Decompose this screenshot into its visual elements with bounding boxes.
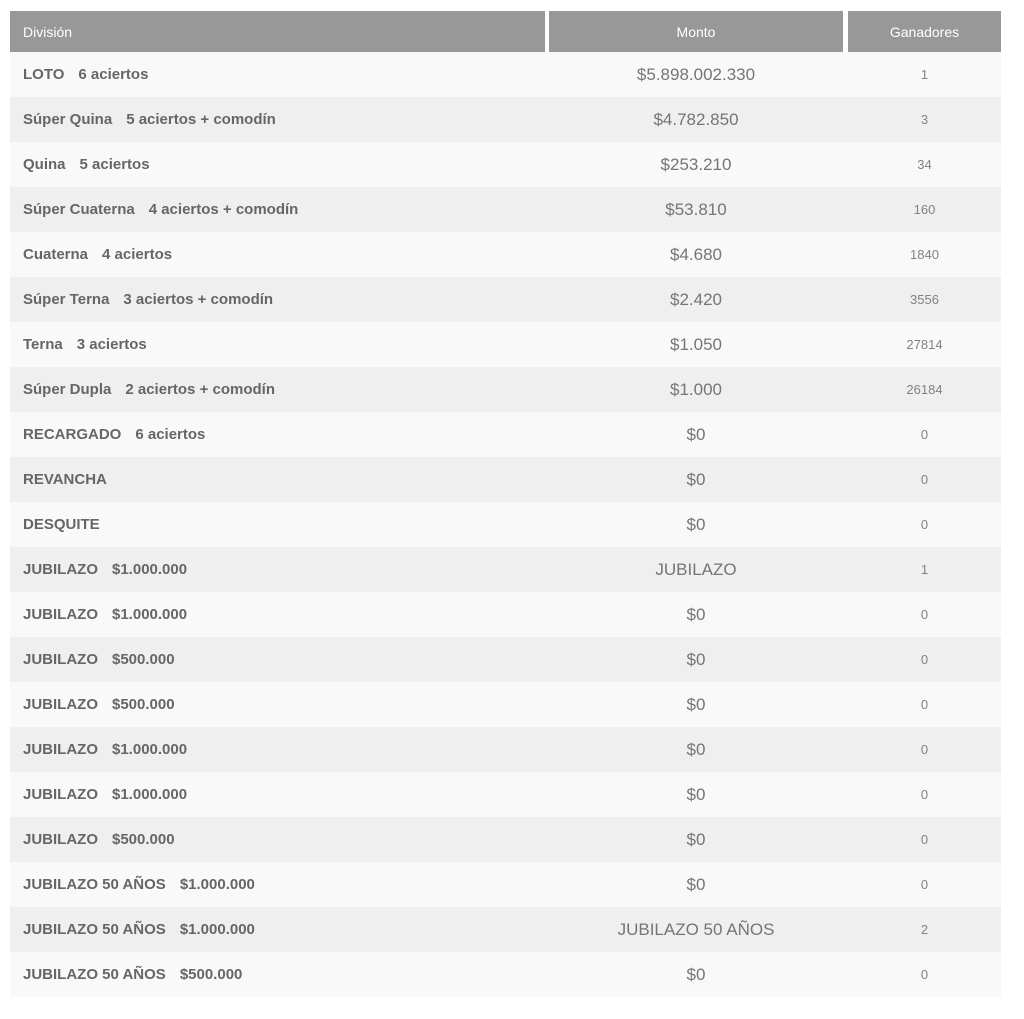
division-detail: $1.000.000 bbox=[179, 921, 255, 938]
division-detail: $500.000 bbox=[112, 696, 175, 713]
division-detail: $500.000 bbox=[179, 966, 243, 983]
ganadores-value: 0 bbox=[920, 697, 929, 712]
table-row bbox=[10, 187, 1001, 232]
table-body bbox=[10, 52, 1001, 997]
division-cell bbox=[10, 277, 545, 322]
monto-value: $0 bbox=[686, 514, 706, 534]
table-row bbox=[10, 727, 1001, 772]
monto-value: $0 bbox=[686, 424, 706, 444]
division-name: JUBILAZO bbox=[23, 696, 98, 713]
ganadores-cell bbox=[848, 502, 1001, 547]
division-name: RECARGADO bbox=[23, 426, 122, 443]
monto-value: $0 bbox=[686, 649, 706, 669]
table-row bbox=[10, 637, 1001, 682]
ganadores-value: 0 bbox=[920, 472, 929, 487]
division-cell bbox=[10, 817, 545, 862]
division-name: Cuaterna bbox=[23, 246, 89, 263]
table-row bbox=[10, 502, 1001, 547]
division-cell bbox=[10, 142, 545, 187]
monto-value: $0 bbox=[686, 874, 706, 894]
division-cell bbox=[10, 637, 545, 682]
division-detail: $1.000.000 bbox=[112, 561, 188, 578]
monto-value: $0 bbox=[686, 829, 706, 849]
division-name: JUBILAZO 50 AÑOS bbox=[23, 921, 166, 938]
monto-value: $253.210 bbox=[660, 154, 732, 174]
table-row bbox=[10, 772, 1001, 817]
ganadores-cell bbox=[848, 952, 1001, 997]
division-cell bbox=[10, 727, 545, 772]
ganadores-value: 0 bbox=[920, 832, 929, 847]
monto-value: $0 bbox=[686, 694, 706, 714]
table-row bbox=[10, 457, 1001, 502]
table-row bbox=[10, 97, 1001, 142]
division-name: Quina bbox=[23, 156, 66, 173]
ganadores-value: 0 bbox=[920, 607, 929, 622]
monto-cell bbox=[549, 52, 843, 97]
monto-cell bbox=[549, 952, 843, 997]
division-name: JUBILAZO 50 AÑOS bbox=[23, 876, 166, 893]
ganadores-value: 160 bbox=[913, 202, 936, 217]
ganadores-value: 0 bbox=[920, 427, 929, 442]
monto-cell bbox=[549, 412, 843, 457]
monto-cell bbox=[549, 322, 843, 367]
monto-cell bbox=[549, 547, 843, 592]
ganadores-value: 26184 bbox=[906, 382, 943, 397]
ganadores-value: 3 bbox=[920, 112, 929, 127]
division-name: REVANCHA bbox=[23, 471, 107, 488]
monto-value: $4.782.850 bbox=[653, 109, 739, 129]
monto-value: JUBILAZO bbox=[655, 559, 737, 579]
division-detail: 3 aciertos + comodín bbox=[123, 291, 274, 308]
monto-cell bbox=[549, 457, 843, 502]
ganadores-cell bbox=[848, 547, 1001, 592]
division-name: Súper Dupla bbox=[23, 381, 112, 398]
division-cell bbox=[10, 862, 545, 907]
ganadores-cell bbox=[848, 367, 1001, 412]
header-division: División bbox=[10, 11, 545, 52]
division-name: JUBILAZO bbox=[23, 651, 98, 668]
header-monto: Monto bbox=[549, 11, 843, 52]
division-detail: $1.000.000 bbox=[179, 876, 255, 893]
division-detail: 5 aciertos + comodín bbox=[126, 111, 276, 128]
division-cell bbox=[10, 367, 545, 412]
ganadores-value: 2 bbox=[920, 922, 929, 937]
ganadores-cell bbox=[848, 862, 1001, 907]
ganadores-value: 27814 bbox=[906, 337, 943, 352]
monto-value: JUBILAZO 50 AÑOS bbox=[617, 919, 775, 939]
ganadores-cell bbox=[848, 277, 1001, 322]
ganadores-cell bbox=[848, 907, 1001, 952]
division-name: JUBILAZO bbox=[23, 561, 98, 578]
monto-cell bbox=[549, 727, 843, 772]
table-row bbox=[10, 547, 1001, 592]
division-cell bbox=[10, 457, 545, 502]
division-cell bbox=[10, 187, 545, 232]
monto-cell bbox=[549, 592, 843, 637]
table-row bbox=[10, 682, 1001, 727]
division-cell bbox=[10, 97, 545, 142]
division-cell bbox=[10, 322, 545, 367]
table-row bbox=[10, 952, 1001, 997]
monto-cell bbox=[549, 367, 843, 412]
division-detail: 6 aciertos bbox=[78, 66, 149, 83]
monto-cell bbox=[549, 907, 843, 952]
ganadores-value: 0 bbox=[920, 652, 929, 667]
ganadores-value: 0 bbox=[920, 517, 929, 532]
monto-cell bbox=[549, 187, 843, 232]
table-header-row bbox=[10, 11, 1001, 52]
division-detail: $1.000.000 bbox=[112, 741, 188, 758]
monto-value: $0 bbox=[686, 964, 706, 984]
ganadores-cell bbox=[848, 817, 1001, 862]
monto-value: $0 bbox=[686, 604, 706, 624]
ganadores-cell bbox=[848, 97, 1001, 142]
ganadores-cell bbox=[848, 52, 1001, 97]
ganadores-value: 1 bbox=[920, 67, 929, 82]
division-cell bbox=[10, 772, 545, 817]
monto-value: $53.810 bbox=[665, 199, 727, 219]
table-row bbox=[10, 277, 1001, 322]
division-name: JUBILAZO bbox=[23, 606, 98, 623]
division-detail: 4 aciertos + comodín bbox=[148, 201, 299, 218]
division-cell bbox=[10, 502, 545, 547]
table-row bbox=[10, 142, 1001, 187]
ganadores-cell bbox=[848, 727, 1001, 772]
ganadores-cell bbox=[848, 232, 1001, 277]
division-name: JUBILAZO bbox=[23, 831, 98, 848]
monto-cell bbox=[549, 862, 843, 907]
monto-value: $4.680 bbox=[670, 244, 722, 264]
ganadores-cell bbox=[848, 682, 1001, 727]
table-row bbox=[10, 412, 1001, 457]
division-name: LOTO bbox=[23, 66, 65, 83]
monto-cell bbox=[549, 772, 843, 817]
ganadores-value: 1 bbox=[920, 562, 929, 577]
monto-cell bbox=[549, 277, 843, 322]
table-row bbox=[10, 907, 1001, 952]
table-row bbox=[10, 232, 1001, 277]
division-name: Súper Quina bbox=[23, 111, 113, 128]
monto-cell bbox=[549, 682, 843, 727]
table-row bbox=[10, 52, 1001, 97]
division-cell bbox=[10, 52, 545, 97]
monto-cell bbox=[549, 232, 843, 277]
division-detail: 3 aciertos bbox=[76, 336, 147, 353]
division-name: JUBILAZO bbox=[23, 741, 98, 758]
division-name: JUBILAZO 50 AÑOS bbox=[23, 966, 166, 983]
division-name: JUBILAZO bbox=[23, 786, 98, 803]
division-detail: $1.000.000 bbox=[112, 786, 188, 803]
division-cell bbox=[10, 547, 545, 592]
monto-cell bbox=[549, 817, 843, 862]
division-cell bbox=[10, 232, 545, 277]
ganadores-cell bbox=[848, 592, 1001, 637]
ganadores-cell bbox=[848, 322, 1001, 367]
ganadores-cell bbox=[848, 142, 1001, 187]
monto-value: $0 bbox=[686, 469, 706, 489]
division-detail: 6 aciertos bbox=[135, 426, 206, 443]
division-cell bbox=[10, 952, 545, 997]
ganadores-cell bbox=[848, 457, 1001, 502]
ganadores-cell bbox=[848, 637, 1001, 682]
monto-cell bbox=[549, 637, 843, 682]
monto-value: $0 bbox=[686, 739, 706, 759]
monto-cell bbox=[549, 97, 843, 142]
division-detail: $500.000 bbox=[112, 831, 175, 848]
ganadores-cell bbox=[848, 772, 1001, 817]
table-row bbox=[10, 862, 1001, 907]
division-cell bbox=[10, 907, 545, 952]
monto-value: $0 bbox=[686, 784, 706, 804]
division-detail: 2 aciertos + comodín bbox=[125, 381, 275, 398]
header-ganadores: Ganadores bbox=[848, 11, 1001, 52]
division-detail: $500.000 bbox=[112, 651, 175, 668]
monto-value: $1.050 bbox=[670, 334, 722, 354]
table-row bbox=[10, 367, 1001, 412]
division-cell bbox=[10, 682, 545, 727]
monto-cell bbox=[549, 502, 843, 547]
ganadores-value: 0 bbox=[920, 742, 929, 757]
division-cell bbox=[10, 412, 545, 457]
division-cell bbox=[10, 592, 545, 637]
monto-cell bbox=[549, 142, 843, 187]
ganadores-cell bbox=[848, 412, 1001, 457]
table-row bbox=[10, 817, 1001, 862]
division-detail: $1.000.000 bbox=[112, 606, 188, 623]
division-name: DESQUITE bbox=[23, 516, 100, 533]
ganadores-value: 1840 bbox=[910, 247, 939, 262]
ganadores-cell bbox=[848, 187, 1001, 232]
ganadores-value: 0 bbox=[920, 787, 929, 802]
ganadores-value: 3556 bbox=[910, 292, 939, 307]
division-detail: 5 aciertos bbox=[79, 156, 150, 173]
monto-value: $1.000 bbox=[670, 379, 722, 399]
division-name: Terna bbox=[23, 336, 63, 353]
ganadores-value: 34 bbox=[917, 157, 932, 172]
division-name: Súper Cuaterna bbox=[23, 201, 135, 218]
monto-value: $5.898.002.330 bbox=[636, 64, 756, 84]
ganadores-value: 0 bbox=[920, 967, 929, 982]
table-row bbox=[10, 592, 1001, 637]
table-row bbox=[10, 322, 1001, 367]
division-name: Súper Terna bbox=[23, 291, 110, 308]
prize-breakdown-table bbox=[10, 11, 1001, 997]
monto-value: $2.420 bbox=[670, 289, 722, 309]
division-detail: 4 aciertos bbox=[102, 246, 173, 263]
ganadores-value: 0 bbox=[920, 877, 929, 892]
